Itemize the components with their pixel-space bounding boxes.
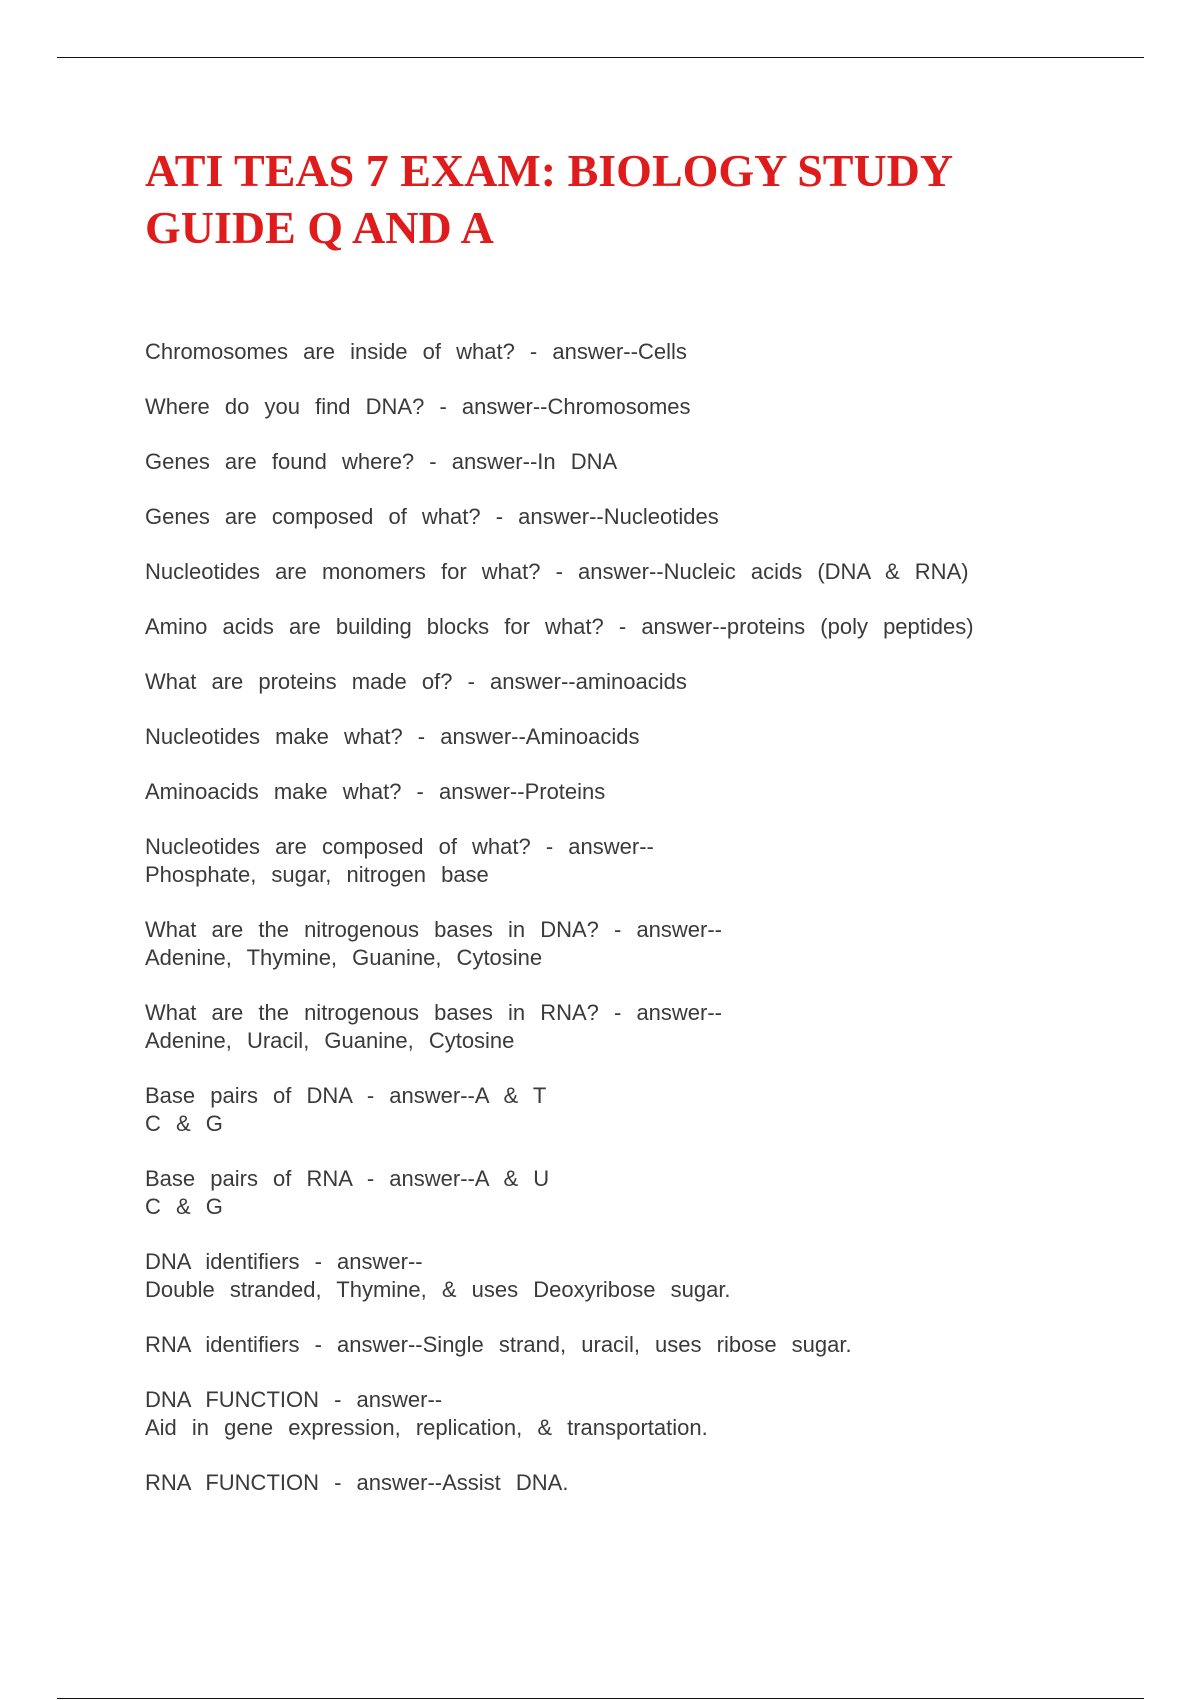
qa-line-continuation: C & G — [145, 1111, 223, 1136]
qa-line-continuation: Adenine, Thymine, Guanine, Cytosine — [145, 945, 543, 970]
qa-item — [145, 1331, 1145, 1359]
qa-item — [145, 1386, 1145, 1442]
qa-line: Where do you find DNA? - answer--Chromosomes — [145, 394, 691, 419]
qa-line: Base pairs of DNA - answer--A & T — [145, 1083, 547, 1108]
qa-line: What are proteins made of? - answer--aminoacids — [145, 669, 687, 694]
document-title: ATI TEAS 7 EXAM: BIOLOGY STUDY GUIDE Q AND A — [145, 145, 952, 253]
qa-line: RNA identifiers - answer--Single strand, uracil, uses ribose sugar. — [145, 1332, 852, 1357]
qa-line: Aminoacids make what? - answer--Proteins — [145, 779, 606, 804]
qa-item — [145, 778, 1145, 806]
qa-line-continuation: C & G — [145, 1194, 223, 1219]
qa-line-continuation: Double stranded, Thymine, & uses Deoxyribose sugar. — [145, 1277, 731, 1302]
qa-item — [145, 1248, 1145, 1304]
qa-item — [145, 1165, 1145, 1221]
qa-line: Nucleotides make what? - answer--Aminoacids — [145, 724, 640, 749]
qa-item — [145, 338, 1145, 366]
qa-item — [145, 1082, 1145, 1138]
qa-line: Genes are composed of what? - answer--Nucleotides — [145, 504, 719, 529]
qa-line: Amino acids are building blocks for what? - answer--proteins (poly peptides) — [145, 614, 974, 639]
qa-line: DNA identifiers - answer-- — [145, 1249, 423, 1274]
qa-line-continuation: Phosphate, sugar, nitrogen base — [145, 862, 489, 887]
qa-line: What are the nitrogenous bases in RNA? - answer-- — [145, 1000, 723, 1025]
qa-item — [145, 448, 1145, 476]
qa-line: Genes are found where? - answer--In DNA — [145, 449, 618, 474]
qa-line: Chromosomes are inside of what? - answer--Cells — [145, 339, 687, 364]
qa-item — [145, 668, 1145, 696]
qa-item — [145, 723, 1145, 751]
qa-line-continuation: Aid in gene expression, replication, & transportation. — [145, 1415, 708, 1440]
qa-item — [145, 393, 1145, 421]
qa-line: What are the nitrogenous bases in DNA? - answer-- — [145, 917, 723, 942]
qa-list — [145, 338, 1145, 1524]
qa-item — [145, 503, 1145, 531]
qa-line: Nucleotides are composed of what? - answer-- — [145, 834, 654, 859]
qa-line-continuation: Adenine, Uracil, Guanine, Cytosine — [145, 1028, 515, 1053]
qa-item — [145, 916, 1145, 972]
qa-line: Nucleotides are monomers for what? - answer--Nucleic acids (DNA & RNA) — [145, 559, 969, 584]
qa-item — [145, 999, 1145, 1055]
qa-item — [145, 1469, 1145, 1497]
qa-item — [145, 558, 1145, 586]
qa-item — [145, 833, 1145, 889]
footer-divider — [57, 1698, 1144, 1699]
qa-line: RNA FUNCTION - answer--Assist DNA. — [145, 1470, 569, 1495]
qa-item — [145, 613, 1145, 641]
header-divider — [57, 57, 1144, 58]
qa-line: Base pairs of RNA - answer--A & U — [145, 1166, 550, 1191]
qa-line: DNA FUNCTION - answer-- — [145, 1387, 443, 1412]
